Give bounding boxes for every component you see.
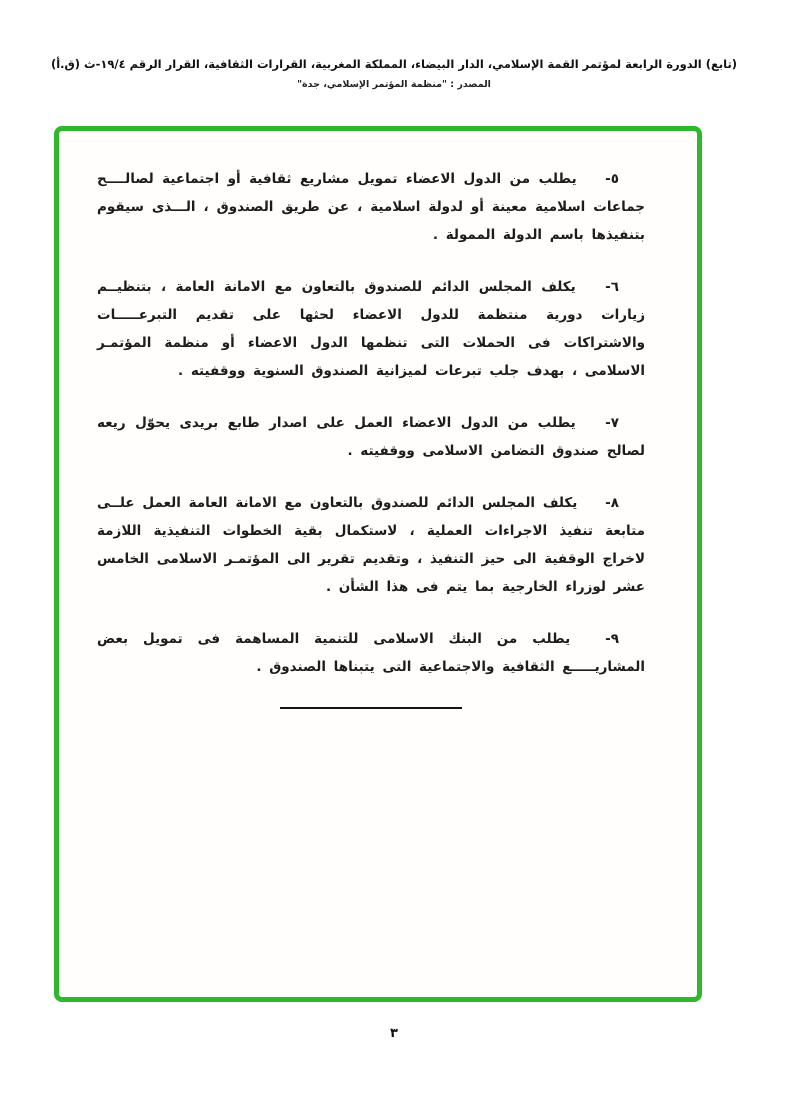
page-footer	[0, 1026, 788, 1041]
item-number-8: ٨-	[605, 495, 619, 511]
document-header	[24, 56, 764, 90]
item-number-5: ٥-	[605, 171, 620, 187]
item-text-8: يكلف المجلس الدائم للصندوق بالتعاون مع الامانة العامة العمل علــى متابعة تنفيذ الاجراءات العملية ، لاستكمال بقية الخطوات التنفيذية اللازمة لاخراج الوقفية الى حيز التنفيذ ، وتقديم تقرير الى المؤتمـر الاسلامى الخامس عشر لوزراء الخارجية بما يتم فى هذا الشأن .	[97, 495, 645, 595]
document-body	[97, 165, 645, 709]
resolution-item-7	[97, 409, 645, 465]
document-source: المصدر : "منظمة المؤتمر الإسلامي، جدة"	[297, 79, 491, 90]
page-number: ٣	[390, 1026, 398, 1041]
resolution-item-9	[97, 625, 645, 681]
item-text-7: يطلب من الدول الاعضاء العمل على اصدار طابع بريدى يحوّل ريعه لصالح صندوق التضامن الاسلامى ووقفيته .	[97, 415, 645, 459]
end-divider	[280, 707, 462, 709]
item-text-5: يطلب من الدول الاعضاء تمويل مشاريع ثقافية أو اجتماعية لصالــــح جماعات اسلامية معينة أو لدولة اسلامية ، عن طريق الصندوق ، الـــذى سيقوم بتنفيذها باسم الدولة الممولة .	[97, 171, 645, 243]
scanned-document-frame	[54, 126, 702, 1002]
item-text-9: يطلب من البنك الاسلامى للتنمية المساهمة فى تمويل بعض المشاريـــــع الثقافية والاجتماعية التى يتبناها الصندوق .	[97, 631, 645, 675]
resolution-item-5	[97, 165, 645, 249]
item-number-6: ٦-	[605, 279, 620, 295]
resolution-item-6	[97, 273, 645, 385]
item-number-9: ٩-	[605, 631, 619, 647]
document-title: (تابع) الدورة الرابعة لمؤتمر القمة الإسلامي، الدار البيضاء، المملكة المغربية، القرارات الثقافية، القرار الرقم ١٩/٤-ث (ق.أ)	[50, 57, 738, 71]
item-text-6: يكلف المجلس الدائم للصندوق بالتعاون مع الامانة العامة ، بتنظيــم زيارات دورية منتظمة للدول الاعضاء لحثها على تقديم التبرعـــــات والاشتراكات فى الحملات التى تنظمها الدول الاعضاء أو منظمة المؤتمـر الاسلامى ، بهدف جلب تبرعات لميزانية الصندوق السنوية ووقفيته .	[97, 279, 645, 379]
item-number-7: ٧-	[605, 415, 619, 431]
resolution-item-8	[97, 489, 645, 601]
